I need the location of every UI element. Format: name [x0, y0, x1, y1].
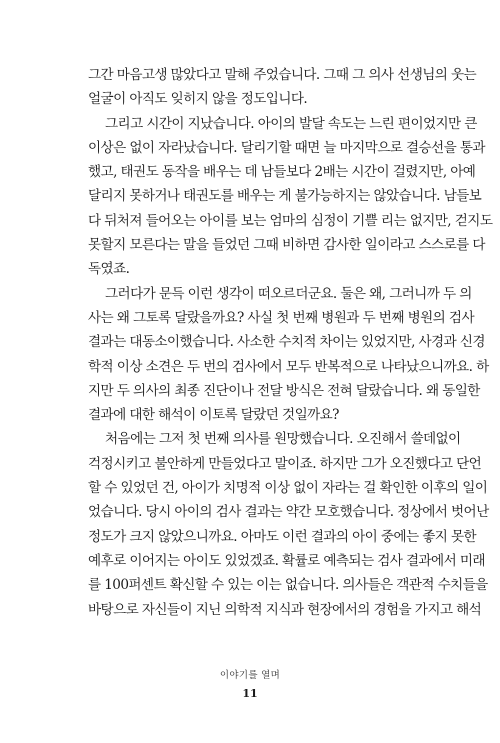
text-line: 바탕으로 자신들이 지닌 의학적 지식과 현장에서의 경험을 가지고 해석	[88, 601, 482, 618]
text-line: 다 뒤처져 들어오는 아이를 보는 엄마의 심정이 기쁠 리는 없지만, 걷지도	[88, 212, 493, 229]
text-line: 처음에는 그저 첫 번째 의사를 원망했습니다. 오진해서 쓸데없이	[105, 431, 461, 448]
text-line: 못할지 모른다는 말을 들었던 그때 비하면 감사한 일이라고 스스로를 다	[88, 237, 485, 254]
paragraph-3	[88, 282, 489, 428]
paragraph-2	[88, 112, 493, 282]
text-line: 사는 왜 그토록 달랐을까요? 사실 첫 번째 병원과 두 번째 병원의 검사	[88, 309, 474, 326]
text-line: 그간 마음고생 많았다고 말해 주었습니다. 그때 그 의사 선생님의 웃는	[88, 67, 477, 83]
text-line: 지만 두 의사의 최종 진단이나 전달 방식은 전혀 달랐습니다. 왜 동일한	[88, 382, 480, 399]
text-line: 었습니다. 당시 아이의 검사 결과는 약간 모호했습니다. 정상에서 벗어난	[88, 504, 489, 521]
text-line: 결과에 대한 해석이 이토록 달랐던 것일까요?	[88, 407, 339, 424]
paragraph-4	[88, 427, 489, 621]
text-line: 독였죠.	[88, 261, 130, 278]
text-line: 그러다가 문득 이런 생각이 떠오르더군요. 둘은 왜, 그러니까 두 의	[105, 285, 472, 302]
text-line: 할 수 있었던 건, 아이가 치명적 이상 없이 자라는 걸 확인한 이후의 일이	[88, 480, 488, 497]
text-line: 얼굴이 아직도 잊히지 않을 정도입니다.	[88, 91, 308, 108]
text-line: 그리고 시간이 지났습니다. 아이의 발달 속도는 느린 편이었지만 큰	[105, 115, 477, 132]
text-line: 결과는 대동소이했습니다. 사소한 수치적 차이는 있었지만, 사경과 신경	[88, 334, 485, 351]
text-line: 학적 이상 소견은 두 번의 검사에서 모두 반복적으로 나타났으니까요. 하	[88, 358, 489, 375]
text-line: 달리지 못하거나 태권도를 배우는 게 불가능하지는 않았습니다. 남들보	[88, 188, 482, 205]
body-text	[88, 63, 493, 622]
running-title: 이야기를 열며	[219, 670, 281, 681]
page-number: 11	[242, 687, 258, 700]
text-line: 걱정시키고 불안하게 만들었다고 말이죠. 하지만 그가 오진했다고 단언	[88, 455, 482, 472]
text-line: 를 100퍼센트 확신할 수 있는 이는 없습니다. 의사들은 객관적 수치들을	[88, 577, 488, 594]
text-line: 했고, 태권도 동작을 배우는 데 남들보다 2배는 시간이 걸렸지만, 아예	[88, 164, 476, 181]
text-line: 이상은 없이 자라났습니다. 달리기할 때면 늘 마지막으로 결승선을 통과	[88, 139, 485, 156]
paragraph-1	[88, 63, 477, 112]
text-line: 예후로 이어지는 아이도 있었겠죠. 확률로 예측되는 검사 결과에서 미래	[88, 552, 485, 569]
text-line: 정도가 크지 않았으니까요. 아마도 이런 결과의 아이 중에는 좋지 못한	[88, 528, 477, 545]
